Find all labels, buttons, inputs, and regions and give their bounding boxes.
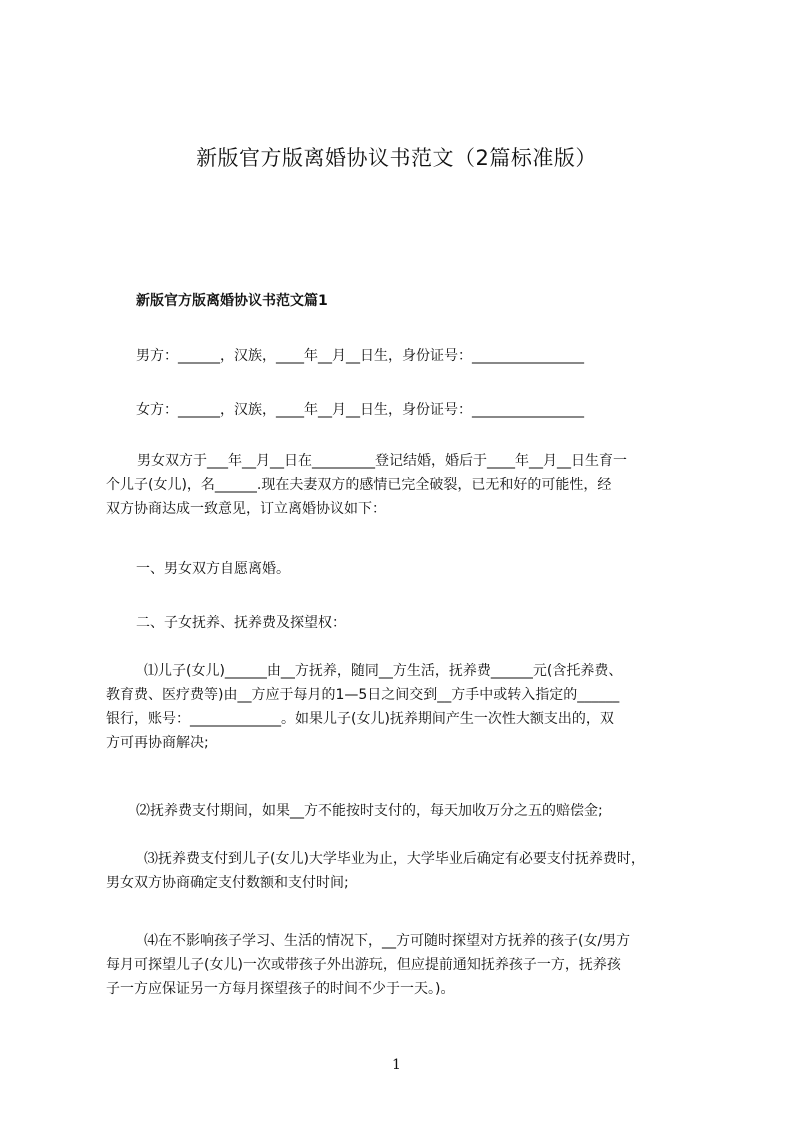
item-1-paragraph: [106, 659, 706, 755]
document-title: 新版官方版离婚协议书范文（2篇标准版）: [196, 146, 597, 170]
male-party-line: 男方：______，汉族，____年__月__日生，身份证号：________________: [136, 348, 584, 364]
item-3-line: ⑶抚养费支付到儿子(女儿)大学毕业为止，大学毕业后确定有必要支付抚养费时，: [144, 851, 645, 867]
item-1-line: 方可再协商解决;: [106, 735, 209, 751]
clause-one: 一、男女双方自愿离婚。: [136, 561, 290, 577]
intro-line: 男女双方于___年__月__日在_________登记结婚，婚后于____年__月__日生育一: [137, 453, 627, 469]
item-4-line: 子一方应保证另一方每月探望孩子的时间不少于一天。)。: [106, 981, 455, 997]
section-heading: 新版官方版离婚协议书范文篇1: [136, 293, 328, 309]
clause-two: 二、子女抚养、抚养费及探望权：: [136, 615, 346, 631]
item-1-line: 银行，账号：_____________。如果儿子(女儿)抚养期间产生一次性大额支出的，双: [106, 711, 614, 727]
intro-paragraph: [106, 449, 706, 521]
page-number: 1: [392, 1057, 401, 1073]
item-2-paragraph: ⑵抚养费支付期间，如果__方不能按时支付的，每天加收万分之五的赔偿金;: [136, 803, 603, 819]
item-1-line: ⑴儿子(女儿)______由__方抚养，随同__方生活，抚养费______元(含托养费、: [144, 663, 623, 679]
intro-line: 双方协商达成一致意见，订立离婚协议如下：: [106, 501, 386, 517]
item-4-paragraph: [106, 929, 706, 1001]
item-4-line: 每月可探望儿子(女儿)一次或带孩子外出游玩，但应提前通知抚养孩子一方，抚养孩: [106, 957, 621, 973]
item-4-line: ⑷在不影响孩子学习、生活的情况下，__方可随时探望对方抚养的孩子(女/男方: [144, 933, 631, 949]
female-party-line: 女方：______，汉族，____年__月__日生，身份证号：________________: [136, 402, 584, 418]
item-1-line: 教育费、医疗费等)由__方应于每月的1—5日之间交到__方手中或转入指定的______: [106, 687, 620, 703]
item-3-paragraph: [106, 847, 706, 895]
intro-line: 个儿子(女儿)，名______.现在夫妻双方的感情已完全破裂，已无和好的可能性，经: [106, 477, 612, 493]
item-3-line: 男女双方协商确定支付数额和支付时间;: [106, 875, 349, 891]
